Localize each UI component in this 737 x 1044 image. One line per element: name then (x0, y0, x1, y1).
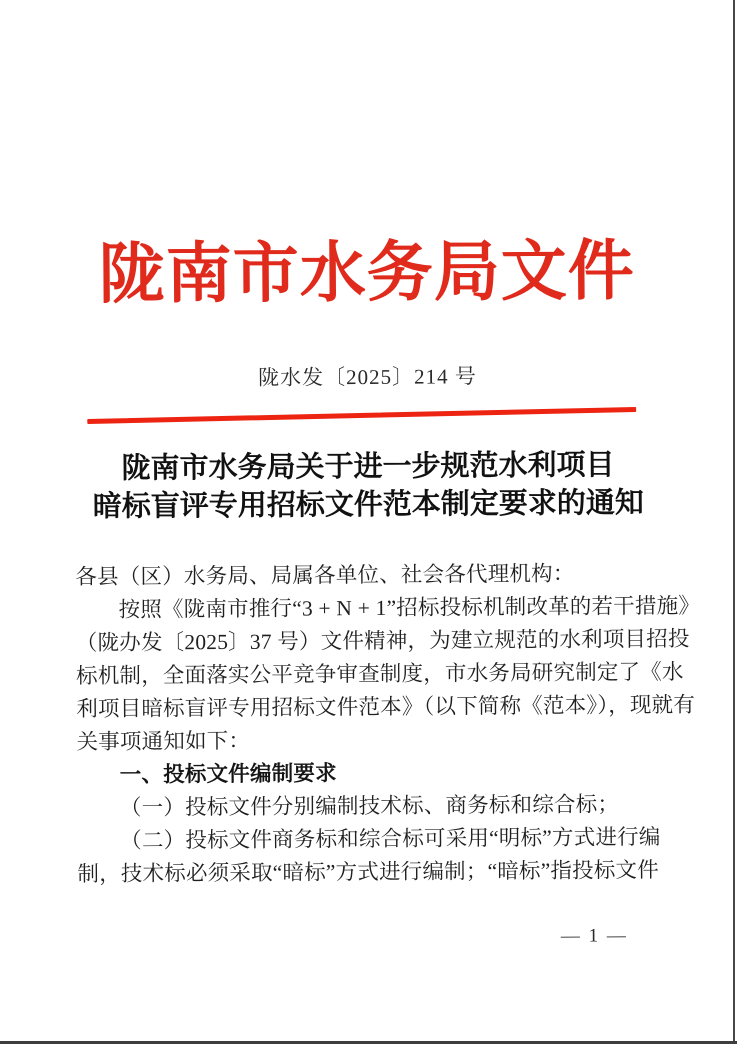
body-line: 一、投标文件编制要求 (119, 761, 337, 787)
body-line: （一）投标文件分别编制技术标、商务标和综合标； (119, 792, 620, 820)
body-line: 制，技术标必须采取“暗标”方式进行编制；“暗标”指投标文件 (77, 857, 660, 887)
red-separator-rule (87, 407, 636, 424)
body-line: 关事项通知如下： (76, 728, 251, 755)
body-line: 利项目暗标盲评专用招标文件范本》（以下简称《范本》），现就有 (76, 692, 696, 722)
document-number: 陇水发〔2025〕214 号 (258, 364, 477, 390)
page-number: — 1 — (560, 925, 628, 947)
body-line: 按照《陇南市推行“3 + N + 1”招标投标机制改革的若干措施》 (118, 593, 701, 622)
agency-red-header: 陇南市水务局文件 (98, 235, 636, 312)
body-line: （二）投标文件商务标和综合标可采用“明标”方式进行编 (120, 824, 661, 853)
document-title (0, 445, 737, 526)
body-line: （陇办发〔2025〕37 号）文件精神，为建立规范的水利项目招投 (75, 626, 690, 656)
document-title-line-2: 暗标盲评专用招标文件范本制定要求的通知 (92, 487, 644, 523)
document-title-line-1: 陇南市水务局关于进一步规范水利项目 (121, 449, 615, 485)
scan-edge-right (733, 0, 735, 1044)
body-line: 标机制，全面落实公平竞争审查制度，市水务局研究制定了《水 (75, 659, 684, 689)
document-body (75, 557, 701, 891)
body-line: 各县（区）水务局、局属各单位、社会各代理机构： (75, 561, 575, 590)
